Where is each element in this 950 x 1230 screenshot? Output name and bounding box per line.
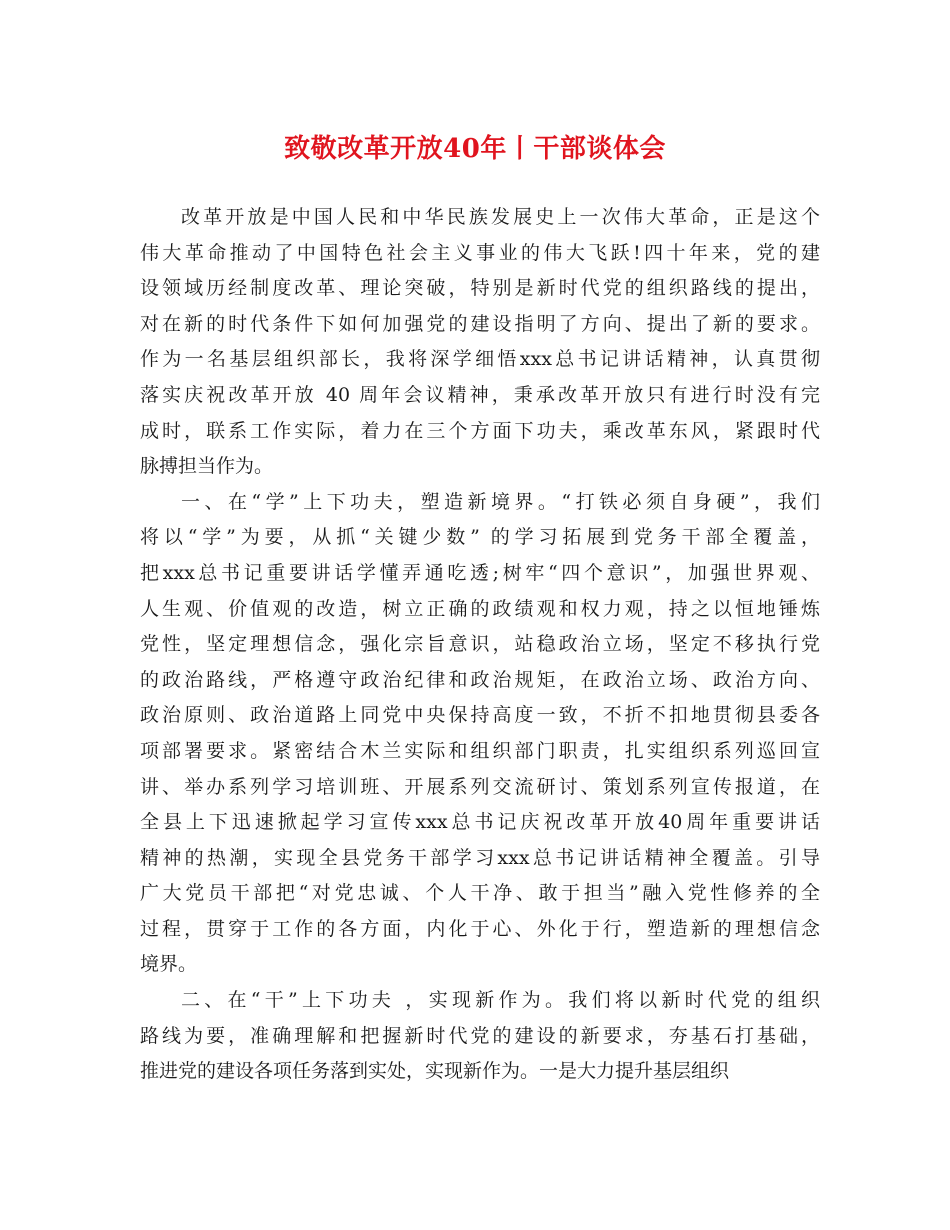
text-line: 作为一名基层组织部长，我将深学细悟xxx总书记讲话精神，认真贯彻 — [140, 348, 820, 371]
text-line: 二、在“干”上下功夫 ，实现新作为。我们将以新时代党的组织 — [181, 989, 820, 1012]
text-line: 把xxx总书记重要讲话学懂弄通吃透;树牢“四个意识”，加强世界观、 — [140, 561, 820, 584]
text-line: 路线为要，准确理解和把握新时代党的建设的新要求，夯基石打基础， — [140, 1024, 820, 1047]
text-line: 落实庆祝改革开放 40 周年会议精神，秉承改革开放只有进行时没有完 — [140, 383, 820, 406]
document-body — [140, 200, 820, 1090]
text-line: 广大党员干部把“对党忠诚、个人干净、敢于担当”融入党性修养的全 — [140, 882, 820, 905]
text-line: 设领域历经制度改革、理论突破，特别是新时代党的组织路线的提出， — [140, 277, 820, 300]
text-line: 改革开放是中国人民和中华民族发展史上一次伟大革命，正是这个 — [181, 206, 820, 228]
text-line: 讲、举办系列学习培训班、开展系列交流研讨、策划系列宣传报道，在 — [140, 775, 820, 798]
text-line: 推进党的建设各项任务落到实处，实现新作为。一是大力提升基层组织 — [140, 1060, 730, 1083]
text-line: 将以“学”为要，从抓“关键少数” 的学习拓展到党务干部全覆盖， — [140, 526, 820, 549]
text-line: 对在新的时代条件下如何加强党的建设指明了方向、提出了新的要求。 — [140, 312, 820, 335]
text-line: 一、在“学”上下功夫，塑造新境界。“打铁必须自身硬”，我们 — [181, 490, 820, 513]
text-line: 过程，贯穿于工作的各方面，内化于心、外化于行，塑造新的理想信念 — [140, 917, 820, 940]
paragraph — [140, 485, 820, 983]
paragraph — [140, 983, 820, 1090]
text-line: 脉搏担当作为。 — [140, 455, 274, 478]
text-line: 全县上下迅速掀起学习宣传xxx总书记庆祝改革开放40周年重要讲话 — [140, 811, 820, 834]
document-title: 致敬改革开放40年丨干部谈体会 — [284, 134, 666, 164]
text-line: 伟大革命推动了中国特色社会主义事业的伟大飞跃!四十年来，党的建 — [140, 241, 820, 264]
text-line: 的政治路线，严格遵守政治纪律和政治规矩，在政治立场、政治方向、 — [140, 668, 820, 691]
text-line: 政治原则、政治道路上同党中央保持高度一致，不折不扣地贯彻县委各 — [140, 704, 820, 727]
text-line: 精神的热潮，实现全县党务干部学习xxx总书记讲话精神全覆盖。引导 — [140, 846, 820, 869]
text-line: 境界。 — [140, 953, 198, 976]
paragraph — [140, 200, 820, 485]
text-line: 党性，坚定理想信念，强化宗旨意识，站稳政治立场，坚定不移执行党 — [140, 633, 820, 656]
text-line: 成时，联系工作实际，着力在三个方面下功夫，乘改革东风，紧跟时代 — [140, 419, 820, 442]
text-line: 人生观、价值观的改造，树立正确的政绩观和权力观，持之以恒地锤炼 — [140, 597, 820, 620]
text-line: 项部署要求。紧密结合木兰实际和组织部门职责，扎实组织系列巡回宣 — [140, 739, 820, 762]
